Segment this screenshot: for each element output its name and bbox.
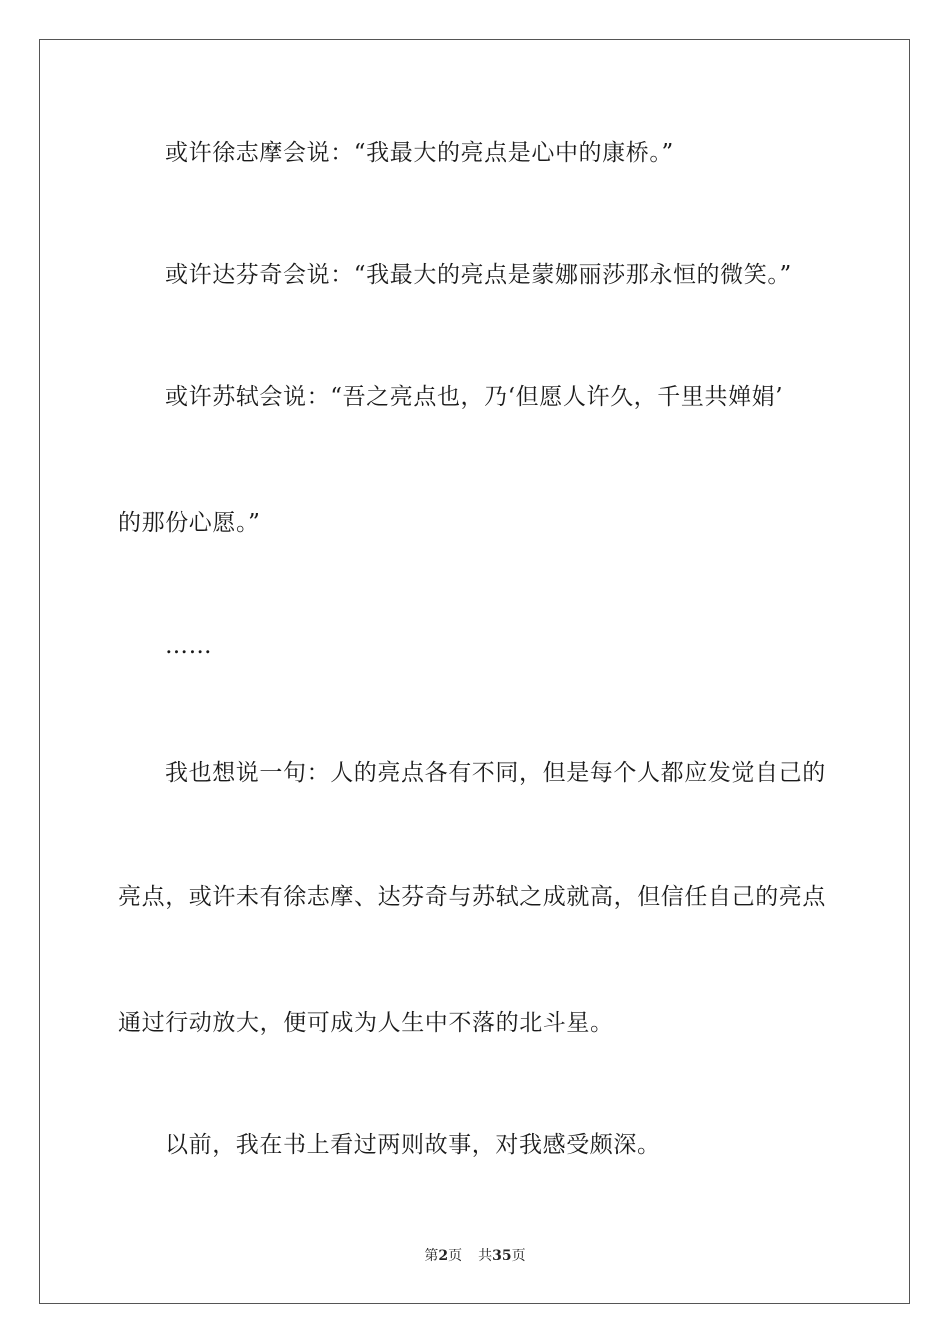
paragraph-line-7: 亮点，或许未有徐志摩、达芬奇与苏轼之成就高，但信任自己的亮点	[118, 884, 826, 910]
paragraph-line-3: 或许苏轼会说：“吾之亮点也，乃‘但愿人许久，千里共婵娟’	[165, 384, 784, 410]
paragraph-line-1: 或许徐志摩会说：“我最大的亮点是心中的康桥。”	[165, 140, 674, 166]
paragraph-line-9: 以前，我在书上看过两则故事，对我感受颇深。	[165, 1132, 661, 1158]
footer-page-suffix: 页	[448, 1248, 463, 1264]
footer-total-suffix: 页	[511, 1248, 526, 1264]
page-frame	[39, 39, 910, 1304]
paragraph-line-6: 我也想说一句：人的亮点各有不同，但是每个人都应发觉自己的	[165, 760, 826, 786]
footer-total-prefix: 共	[478, 1248, 493, 1264]
paragraph-line-4: 的那份心愿。”	[118, 510, 261, 536]
paragraph-line-2: 或许达芬奇会说：“我最大的亮点是蒙娜丽莎那永恒的微笑。”	[165, 262, 792, 288]
footer-total-pages: 35	[492, 1248, 512, 1264]
page-footer	[0, 1247, 950, 1265]
footer-page-number: 2	[438, 1248, 449, 1264]
footer-page-prefix: 第	[424, 1248, 439, 1264]
paragraph-line-8: 通过行动放大，便可成为人生中不落的北斗星。	[118, 1010, 614, 1036]
ellipsis-line: ……	[165, 633, 213, 659]
